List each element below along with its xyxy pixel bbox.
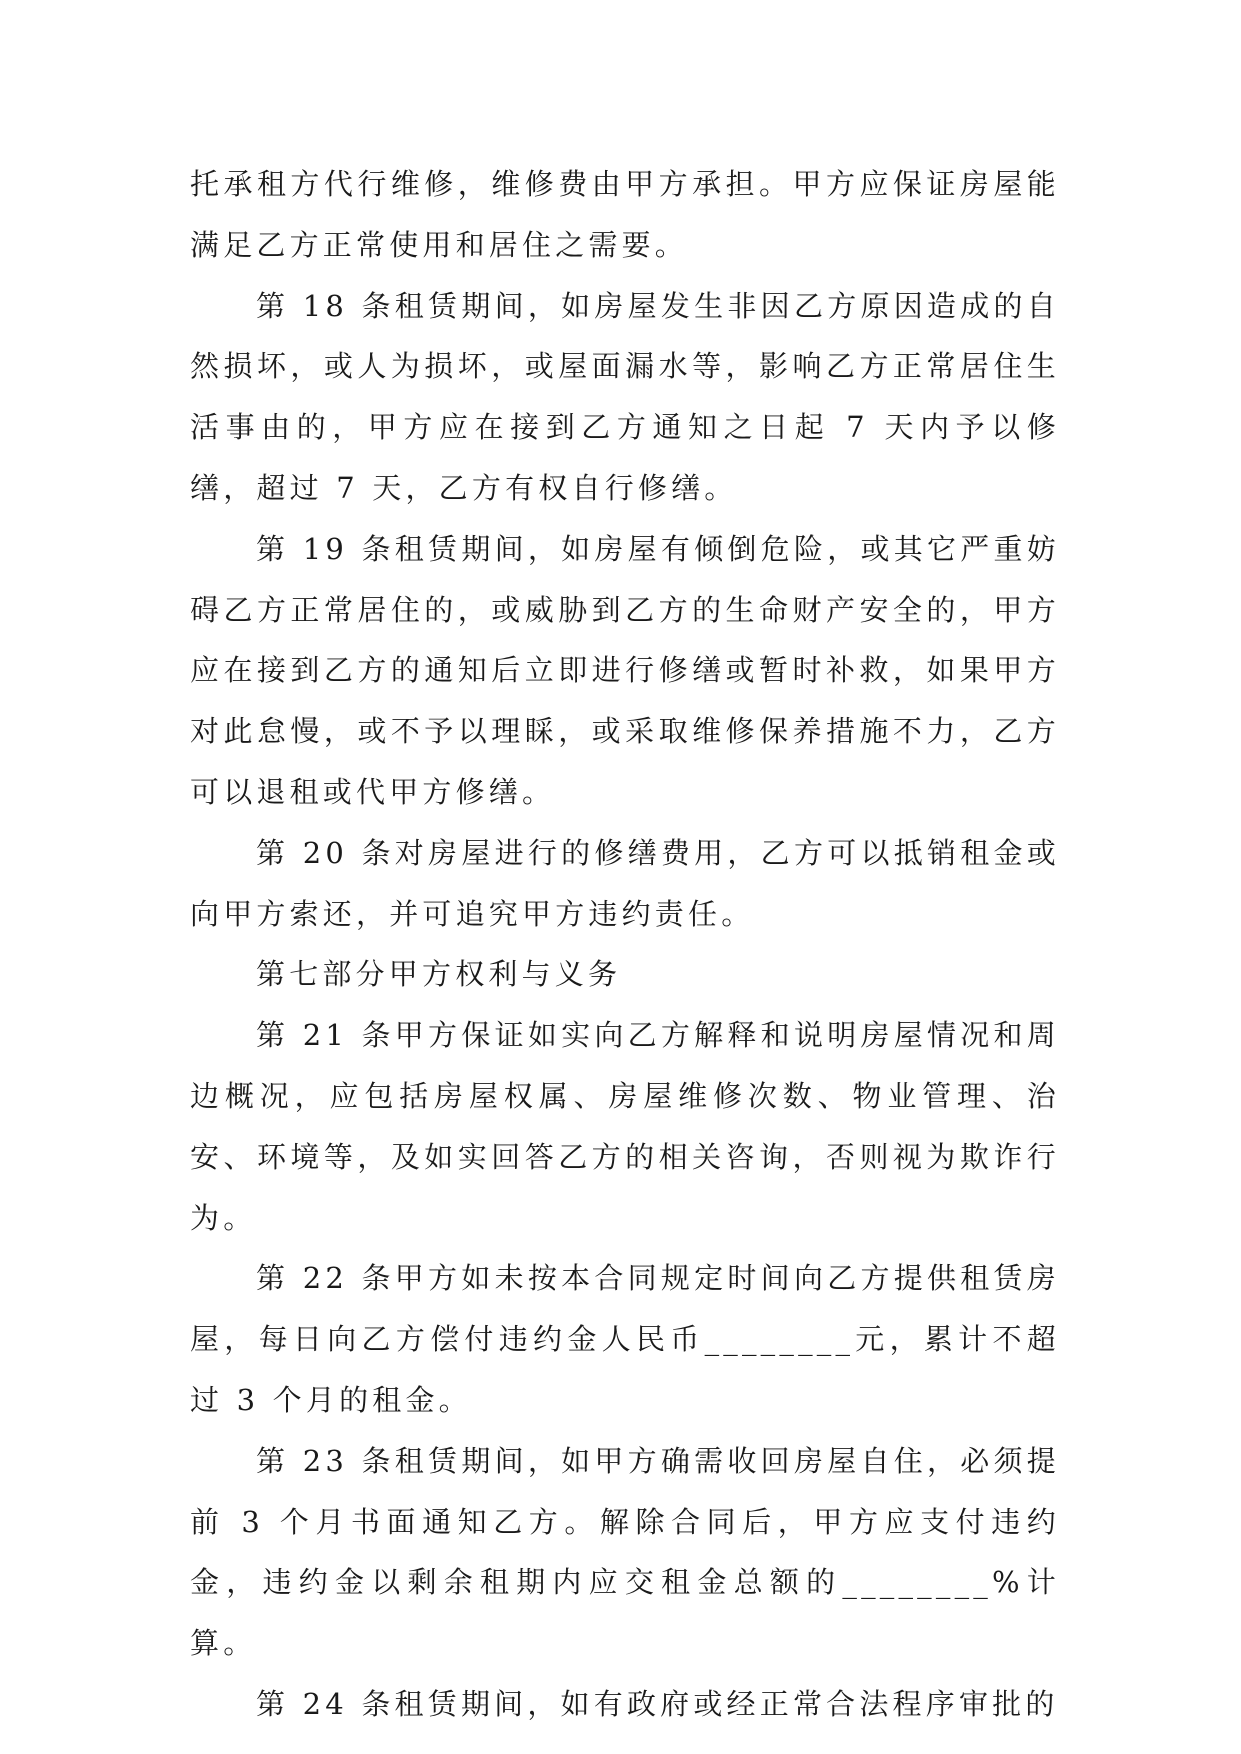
paragraph-article-19: 第 19 条租赁期间，如房屋有倾倒危险，或其它严重妨碍乙方正常居住的，或威胁到乙方的生命财产安全的，甲方应在接到乙方的通知后立即进行修缮或暂时补救，如果甲方对此怠慢，或不予以理睬，或采取维修保养措施不力，乙方可以退租或代甲方修缮。 (190, 531, 1060, 809)
section-heading-part-7: 第七部分甲方权利与义务 (256, 957, 622, 992)
paragraph-article-20: 第 20 条对房屋进行的修缮费用，乙方可以抵销租金或向甲方索还，并可追究甲方违约责任。 (190, 835, 1060, 931)
paragraph-continuation: 托承租方代行维修，维修费由甲方承担。甲方应保证房屋能满足乙方正常使用和居住之需要。 (190, 167, 1060, 262)
paragraph-article-22: 第 22 条甲方如未按本合同规定时间向乙方提供租赁房屋，每日向乙方偿付违约金人民币________元，累计不超过 3 个月的租金。 (190, 1261, 1060, 1417)
paragraph-article-23: 第 23 条租赁期间，如甲方确需收回房屋自住，必须提前 3 个月书面通知乙方。解除合同后，甲方应支付违约金，违约金以剩余租期内应交租金总额的________%计算。 (190, 1443, 1060, 1661)
paragraph-article-18: 第 18 条租赁期间，如房屋发生非因乙方原因造成的自然损坏，或人为损坏，或屋面漏水等，影响乙方正常居住生活事由的，甲方应在接到乙方通知之日起 7 天内予以修缮，超过 7 天，乙方有权自行修缮。 (190, 288, 1060, 505)
paragraph-article-24: 第 24 条租赁期间，如有政府或经正常合法程序审批的 (256, 1686, 1059, 1721)
document-body (190, 154, 1060, 1735)
paragraph-article-21: 第 21 条甲方保证如实向乙方解释和说明房屋情况和周边概况，应包括房屋权属、房屋维修次数、物业管理、治安、环境等，及如实回答乙方的相关咨询，否则视为欺诈行为。 (190, 1018, 1060, 1235)
